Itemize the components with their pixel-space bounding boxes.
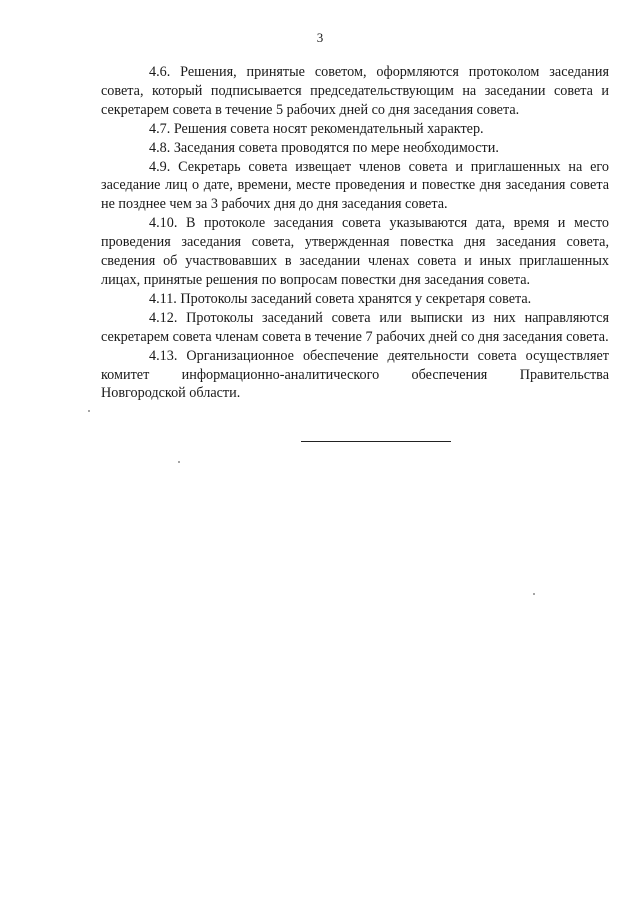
document-body: [101, 63, 609, 403]
paragraph-4-12: 4.12. Протоколы заседаний совета или выписки из них направляются секретарем совета членам совета в течение 7 рабочих дней со дня заседания совета.: [101, 309, 609, 345]
paragraph-4-13: 4.13. Организационное обеспечение деятельности совета осуществляет комитет информационно-аналитического обеспечения Правительства Новгородской области.: [101, 347, 609, 402]
paragraph-4-10: 4.10. В протоколе заседания совета указываются дата, время и место проведения заседания совета, утвержденная повестка дня заседания совета, сведения об участвовавших в заседании членах совета и иных приглашенных лицах, принятые решения по вопросам повестки дня заседания совета.: [101, 215, 609, 288]
scan-speck: [178, 461, 180, 463]
paragraph-4-8: 4.8. Заседания совета проводятся по мере необходимости.: [149, 139, 499, 156]
end-separator-line: [301, 441, 451, 442]
paragraph-4-11: 4.11. Протоколы заседаний совета хранятся у секретаря совета.: [149, 290, 532, 307]
page-number: 3: [316, 30, 324, 45]
paragraph-4-9: 4.9. Секретарь совета извещает членов совета и приглашенных на его заседание лиц о дате, времени, месте проведения и повестке дня заседания совета не позднее чем за 3 рабочих дня до дня заседания совета.: [101, 158, 609, 213]
paragraph-4-6: 4.6. Решения, принятые советом, оформляются протоколом заседания совета, который подписывается председательствующим на заседании совета и секретарем совета в течение 5 рабочих дней со дня заседания совета.: [101, 64, 609, 118]
paragraph-4-7: 4.7. Решения совета носят рекомендательный характер.: [149, 120, 484, 137]
scan-speck: [88, 410, 90, 412]
scan-speck: [533, 593, 535, 595]
